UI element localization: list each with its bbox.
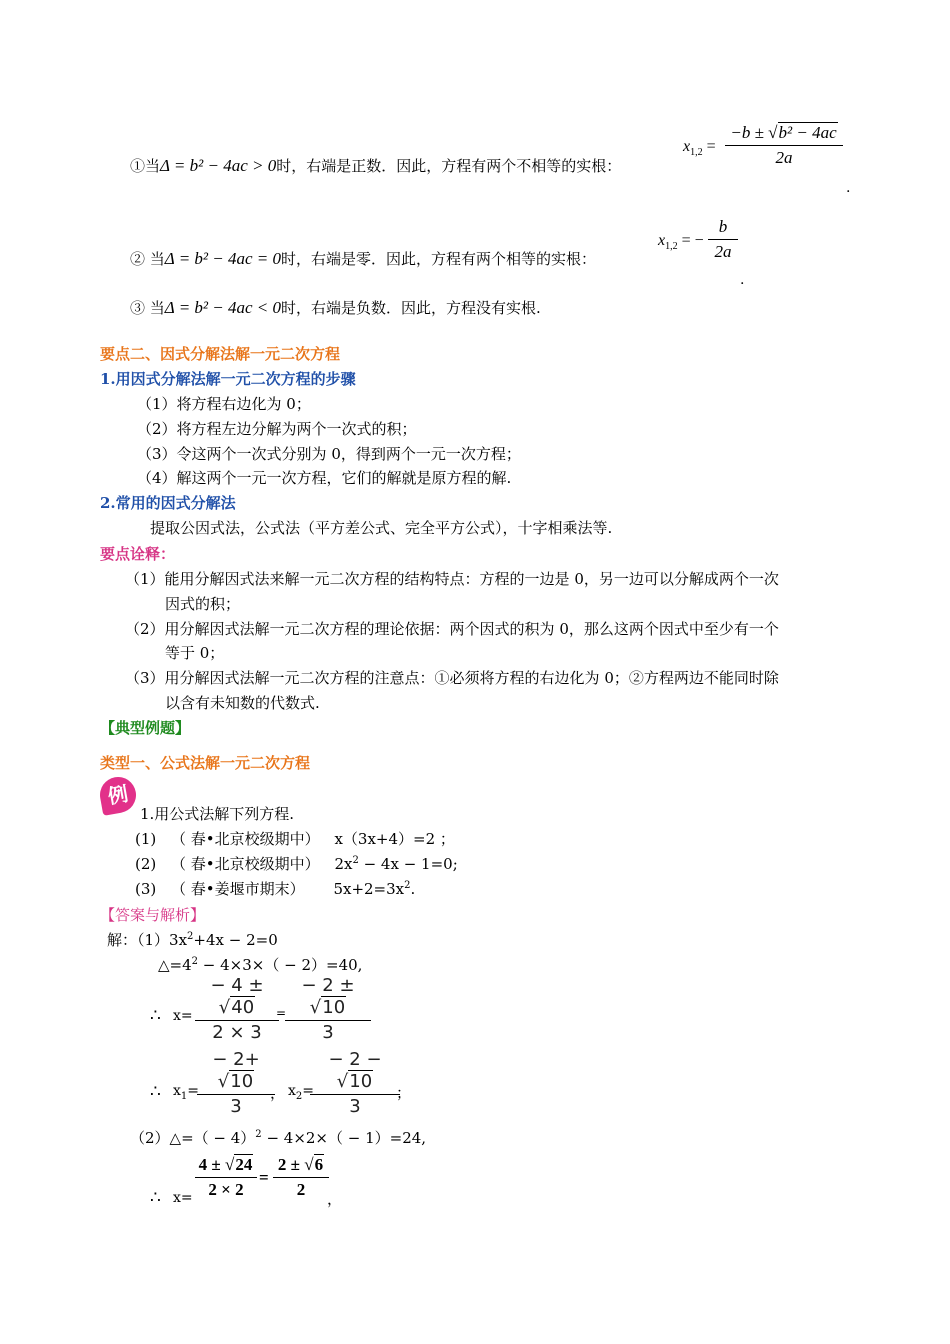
r1-radicand: 10 <box>230 1071 254 1092</box>
type1-title: 类型一、公式法解一元二次方程 <box>100 754 311 772</box>
fraction-g1 <box>195 1154 257 1201</box>
case1-lhs-x: x <box>683 138 691 155</box>
case1-numerator <box>725 122 843 144</box>
f2-numerator <box>285 975 371 1019</box>
item2-num: (2) <box>135 855 157 873</box>
note-1-line2: 因式的积； <box>165 595 241 613</box>
item1-equation: x（3x+4）=2 ； <box>334 830 455 848</box>
x1-label <box>173 1083 200 1102</box>
sol-line2-b: − 4×3×（ − 2）=40, <box>198 956 363 974</box>
case1-line <box>130 155 621 176</box>
p2-a: （2）△=（ − 4） <box>130 1129 256 1147</box>
f1-radicand: 40 <box>231 997 255 1018</box>
item3-eq-b: . <box>410 880 416 898</box>
x-eq-1: x= <box>173 1008 193 1024</box>
item3-equation <box>333 880 415 898</box>
r1-denominator: 3 <box>230 1096 242 1117</box>
f2-num-pre: − 2 ± <box>301 975 355 996</box>
solution-part2-line1 <box>130 1127 426 1148</box>
f1-denominator: 2 × 3 <box>212 1022 262 1043</box>
note-2-line2: 等于 0； <box>165 644 225 662</box>
item2-eq-sup: 2 <box>352 855 359 866</box>
case1-end: . <box>846 180 851 196</box>
x1: x <box>173 1083 181 1099</box>
sol-line1-a: 解：（1）3x <box>107 931 188 949</box>
g2-radicand: 6 <box>314 1155 324 1174</box>
example-badge: 例 <box>97 774 139 816</box>
item3-source: （ 春•姜堰市期末） <box>171 880 305 898</box>
f1-sqrt: √40 <box>218 997 255 1018</box>
item2-eq-a: 2x <box>334 855 353 873</box>
g2-sqrt: √6 <box>304 1155 324 1174</box>
case2-end: . <box>740 272 745 288</box>
g1-numerator <box>195 1154 257 1176</box>
case1-denominator: 2a <box>775 148 793 167</box>
note-2-line1: （2）用分解因式法解一元二次方程的理论依据：两个因式的积为 0，那么这两个因式中至少有一个 <box>125 620 779 638</box>
g1-sqrt: √24 <box>225 1155 253 1174</box>
step-3: （3）令这两个一次式分别为 0，得到两个一元一次方程； <box>137 445 521 463</box>
fraction-g2 <box>273 1154 329 1201</box>
answer-title: 【答案与解析】 <box>100 906 206 924</box>
g1-num-pre: 4 ± <box>198 1155 225 1174</box>
case2-line <box>130 248 596 269</box>
case1-eq: = <box>706 138 716 155</box>
f2-bar <box>285 1020 371 1021</box>
f2-radicand: 10 <box>322 997 346 1018</box>
section2-subtitle1: 1.用因式分解法解一元二次方程的步骤 <box>100 370 356 388</box>
case2-lhs-sub: 1,2 <box>665 241 678 253</box>
note-3-line2: 以含有未知数的代数式. <box>165 694 320 712</box>
f1-bar <box>195 1020 279 1021</box>
sol-line2-sup: 2 <box>191 956 199 967</box>
g1-bar <box>195 1177 257 1178</box>
r1-sqrt: √10 <box>217 1071 254 1092</box>
item1-source: （ 春•北京校级期中） <box>171 830 320 848</box>
example1-item3 <box>135 878 415 899</box>
g2-bar <box>273 1177 329 1178</box>
case2-formula-lhs <box>658 232 704 253</box>
section2-title: 要点二、因式分解法解一元二次方程 <box>100 345 341 363</box>
case1-sqrt: √b² − 4ac <box>768 123 837 142</box>
r2-numerator <box>310 1049 400 1093</box>
case3-marker: ③ 当 <box>130 299 165 317</box>
step-1: （1）将方程右边化为 0； <box>137 395 311 413</box>
x1-sub: 1 <box>180 1090 188 1102</box>
r1-bar <box>197 1094 275 1095</box>
case2-eq: = − <box>681 232 704 249</box>
g1-denominator: 2 × 2 <box>208 1180 244 1199</box>
item3-eq-a: 5x+2=3x <box>333 880 405 898</box>
r2-radicand: 10 <box>349 1071 373 1092</box>
example1-item1 <box>135 828 455 849</box>
roots-comma: ， <box>270 1084 286 1102</box>
g1-radicand: 24 <box>235 1155 253 1174</box>
eq-sign-1: = <box>276 1006 287 1020</box>
case2-fraction-bar <box>708 239 738 240</box>
case3-line <box>130 297 541 318</box>
factor-methods: 提取公因式法，公式法（平方差公式、完全平方公式），十字相乘法等. <box>150 519 613 537</box>
case1-fraction <box>725 122 843 169</box>
item2-eq-b: − 4x − 1=0; <box>358 855 458 873</box>
section2-subtitle2: 2.常用的因式分解法 <box>100 494 236 512</box>
item1-num: (1) <box>135 830 157 848</box>
r2-bar <box>310 1094 400 1095</box>
solution-line2 <box>158 954 362 975</box>
therefore-2: ∴ <box>150 1082 161 1102</box>
case1-condition: Δ = b² − 4ac > 0 <box>160 156 277 175</box>
case2-lhs-x: x <box>658 232 666 249</box>
item2-equation <box>334 855 457 873</box>
case2-denominator: 2a <box>714 242 732 261</box>
fraction-f1 <box>195 975 279 1044</box>
sol-line2-a: △=4 <box>158 956 192 974</box>
case1-num-pre: −b ± <box>730 123 769 142</box>
r2-num-pre: − 2 − <box>328 1049 382 1070</box>
step-2: （2）将方程左边分解为两个一次式的积； <box>137 420 417 438</box>
x-eq-3: x= <box>173 1190 193 1206</box>
x2-eq: = <box>302 1083 315 1099</box>
step-4: （4）解这两个一元一次方程，它们的解就是原方程的解. <box>137 469 512 487</box>
item3-eq-sup: 2 <box>404 880 411 891</box>
roots-semicolon: ； <box>396 1084 412 1102</box>
x1-eq: = <box>187 1083 200 1099</box>
example1-item2 <box>135 853 458 874</box>
case2-marker: ② 当 <box>130 250 165 268</box>
therefore-1: ∴ <box>150 1006 161 1026</box>
case1-radicand: b² − 4ac <box>778 123 837 142</box>
sol-line1-sup: 2 <box>187 931 194 942</box>
note-1-line1: （1）能用分解因式法来解一元二次方程的结构特点：方程的一边是 0，另一边可以分解成两个一次 <box>125 570 779 588</box>
case1-marker: ①当 <box>130 157 161 175</box>
x2-sub: 2 <box>295 1090 303 1102</box>
r2-denominator: 3 <box>349 1096 361 1117</box>
case2-text: 时，右端是零．因此，方程有两个相等的实根： <box>281 250 597 268</box>
notes-title: 要点诠释： <box>100 545 176 563</box>
x2: x <box>288 1083 296 1099</box>
case1-formula-lhs <box>683 138 716 159</box>
case1-fraction-bar <box>725 145 843 146</box>
root2-fraction <box>310 1049 400 1118</box>
g2-denominator: 2 <box>296 1180 306 1199</box>
f1-numerator <box>195 975 279 1019</box>
item3-num: (3) <box>135 880 157 898</box>
f1-num-pre: − 4 ± <box>210 975 264 996</box>
case2-fraction <box>708 216 738 263</box>
solution-end-comma: ， <box>327 1190 343 1208</box>
item2-source: （ 春•北京校级期中） <box>171 855 320 873</box>
g2-numerator <box>273 1154 329 1176</box>
g2-num-pre: 2 ± <box>277 1155 305 1174</box>
p2-sup: 2 <box>255 1129 262 1140</box>
case1-lhs-sub: 1,2 <box>690 147 703 159</box>
r1-numerator <box>197 1049 275 1093</box>
fraction-f2 <box>285 975 371 1044</box>
r2-sqrt: √10 <box>336 1071 373 1092</box>
example1-title: 1.用公式法解下列方程. <box>140 805 295 823</box>
sol-line1-b: +4x − 2=0 <box>193 931 278 949</box>
r1-num-pre: − 2+ <box>212 1049 260 1070</box>
note-3-line1: （3）用分解因式法解一元二次方程的注意点：①必须将方程的右边化为 0；②方程两边不能同时除 <box>125 669 779 687</box>
therefore-3: ∴ <box>150 1188 161 1208</box>
case3-text: 时，右端是负数．因此，方程没有实根. <box>281 299 541 317</box>
solution-line1 <box>107 929 278 950</box>
root1-fraction <box>197 1049 275 1118</box>
f2-sqrt: √10 <box>309 997 346 1018</box>
f2-denominator: 3 <box>322 1022 334 1043</box>
examples-header: 【典型例题】 <box>100 719 191 737</box>
p2-b: − 4×2×（ − 1）=24, <box>261 1129 427 1147</box>
case3-condition: Δ = b² − 4ac < 0 <box>164 298 282 317</box>
eq-sign-3: = <box>259 1168 269 1187</box>
case2-condition: Δ = b² − 4ac = 0 <box>164 249 282 268</box>
case2-numerator: b <box>718 217 728 236</box>
case1-text: 时，右端是正数．因此，方程有两个不相等的实根： <box>276 157 622 175</box>
